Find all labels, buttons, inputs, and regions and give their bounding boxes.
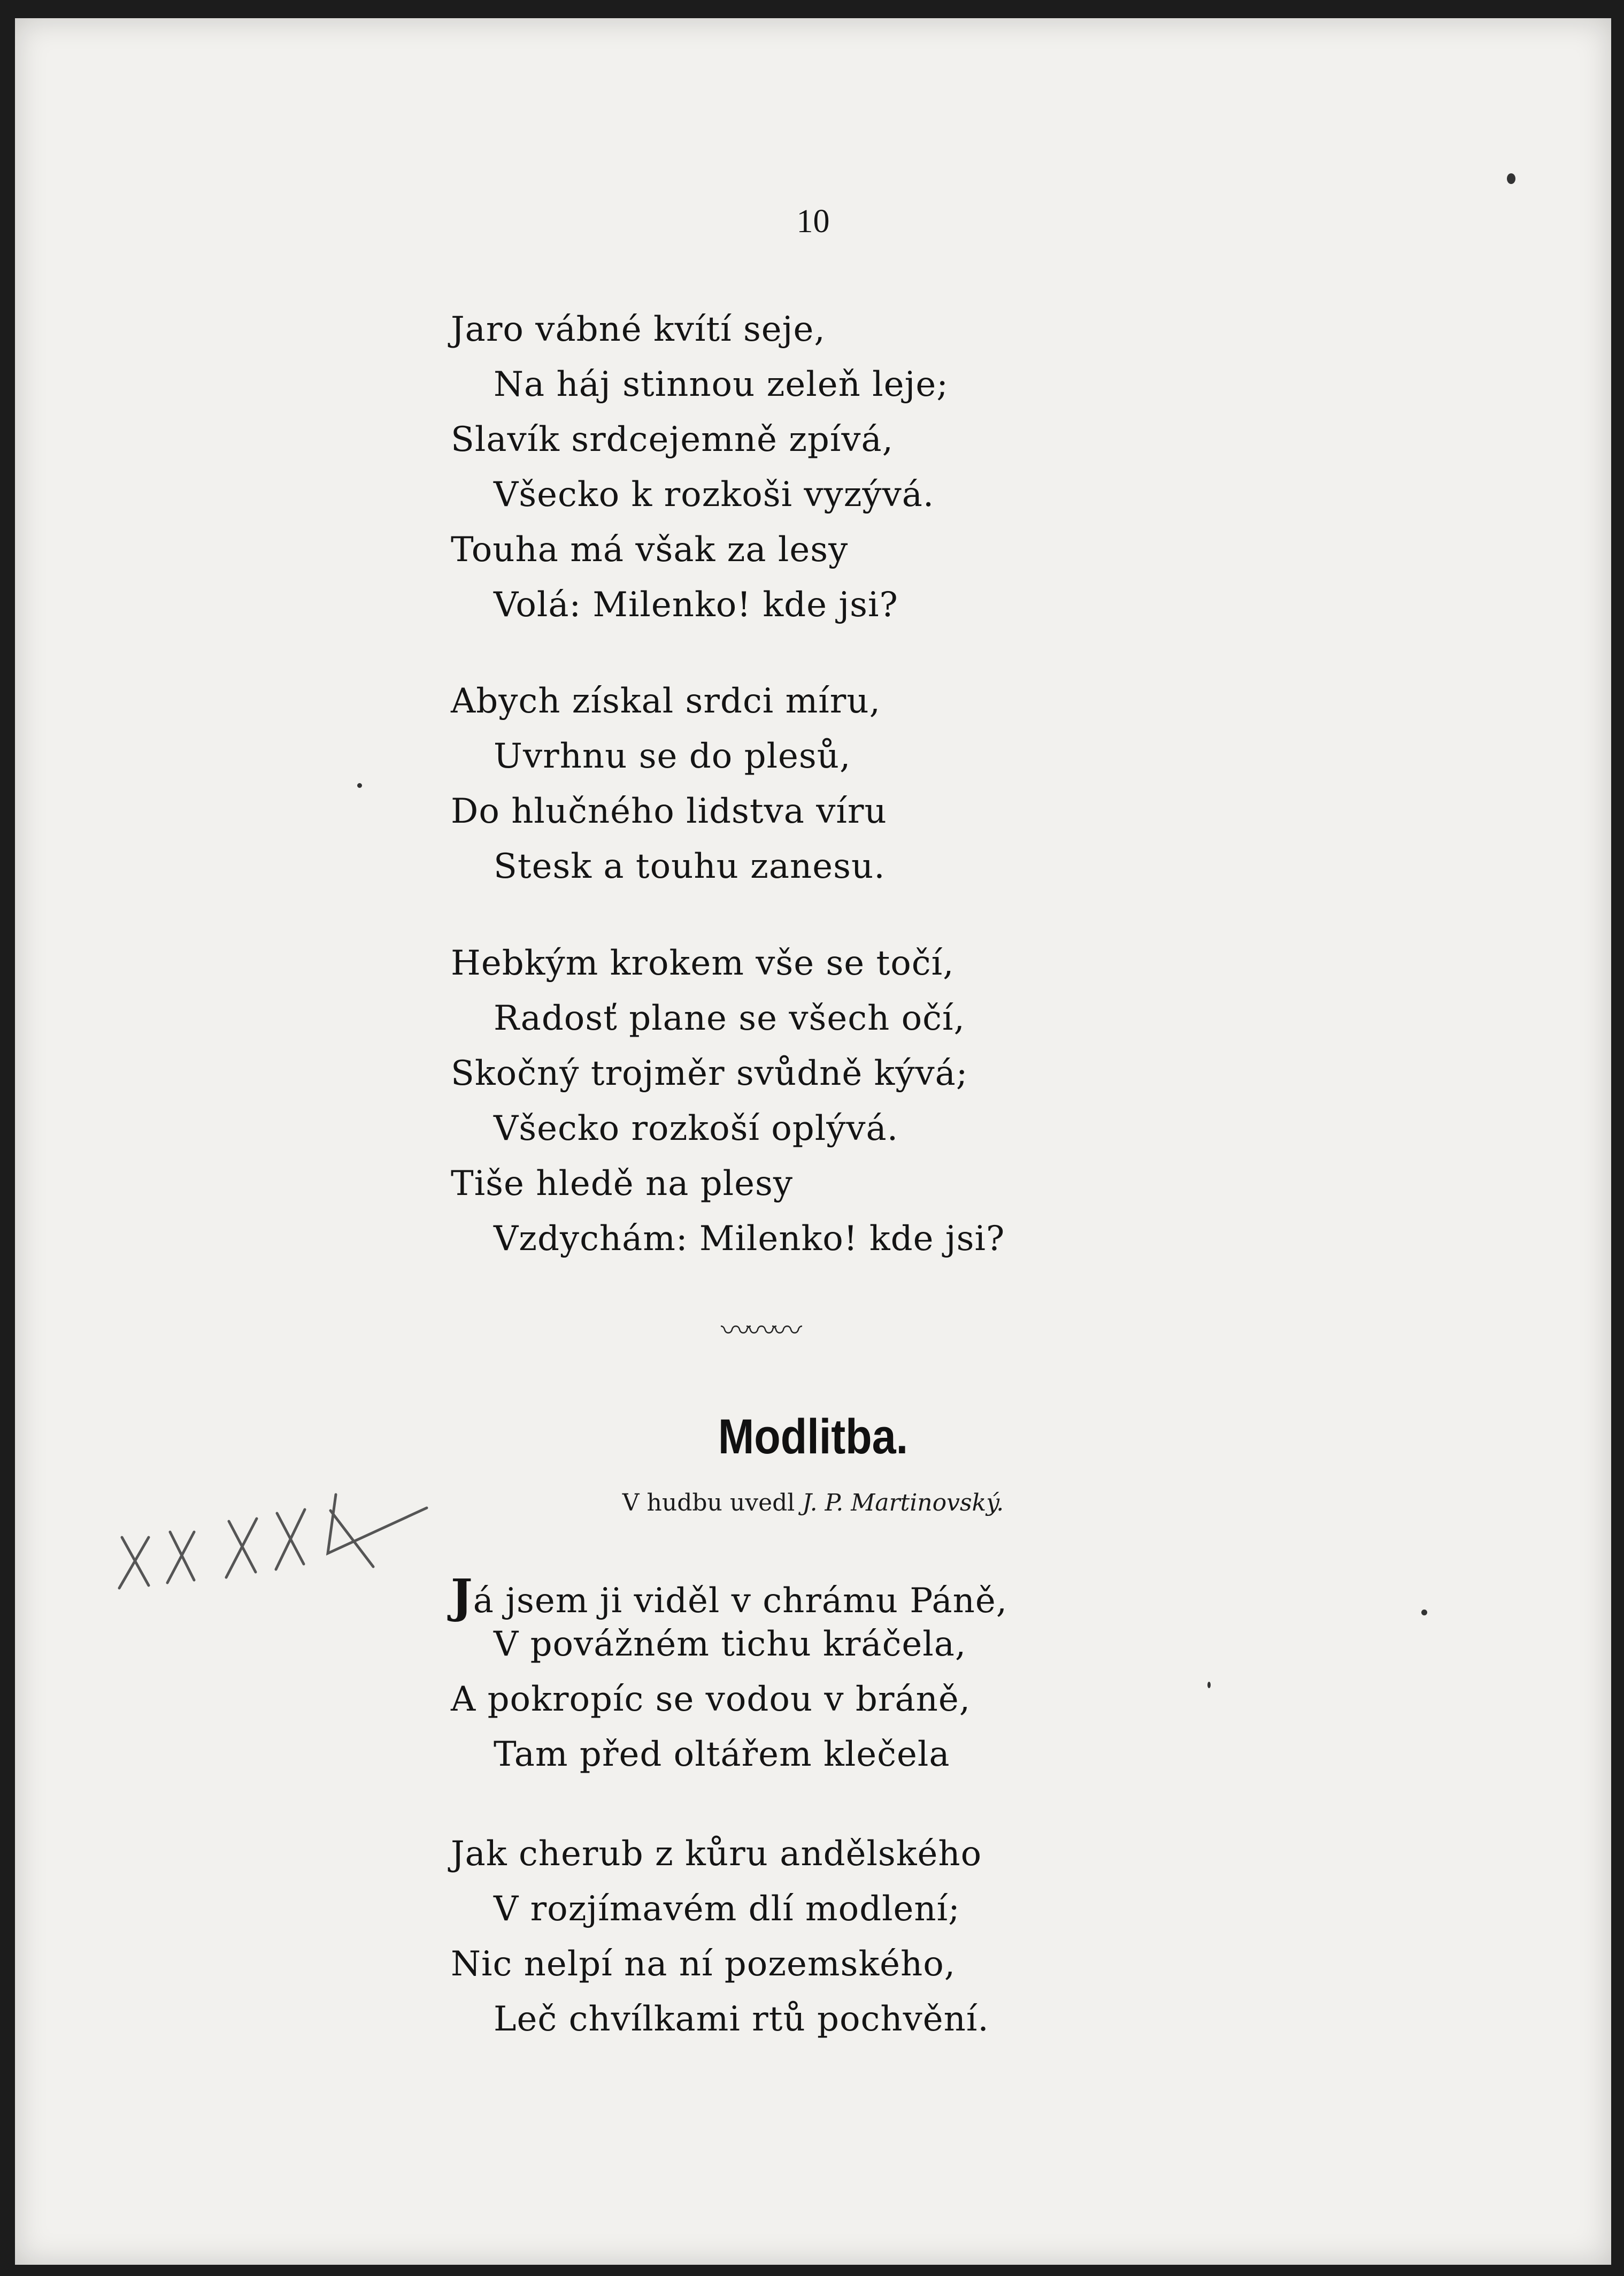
poem-line: Do hlučného lidstva víru [451,792,887,831]
poem-line: Slavík srdcejemně zpívá, [451,420,894,459]
book-page [15,18,1611,2265]
poem-title: Modlitba. [718,1409,909,1464]
poem-line: Na háj stinnou zeleň leje; [494,365,949,404]
pencil-mark-drawing [106,1462,448,1623]
poem-line: Jaro vábné kvítí seje, [451,310,826,349]
drop-cap: J [451,1569,473,1623]
poem-line: Všecko rozkoší oplývá. [494,1109,899,1148]
paper-speck [1207,1682,1211,1688]
subtitle-author: J. P. Martinovský. [802,1489,1004,1516]
poem-line: Radosť plane se všech očí, [494,999,965,1038]
poem-line: Skočný trojměr svůdně kývá; [451,1054,968,1093]
paper-speck [1507,173,1515,184]
poem-line: A pokropíc se vodou v bráně, [451,1680,971,1719]
poem-line: Jak cherub z kůru andělského [451,1834,982,1874]
poem-line: Uvrhnu se do plesů, [494,737,851,776]
poem-line: Vzdychám: Milenko! kde jsi? [494,1219,1005,1259]
poem-line [451,1569,1007,1623]
paper-speck [1421,1610,1427,1615]
poem-line: V rozjímavém dlí modlení; [494,1889,960,1929]
ornamental-divider: 〰〰〰 [721,1314,798,1348]
poem-line: Hebkým krokem vše se točí, [451,944,955,983]
poem-line: Tam před oltářem klečela [494,1735,950,1774]
poem-line: Všecko k rozkoši vyzývá. [494,475,935,515]
poem-line: Stesk a touhu zanesu. [494,847,886,886]
subtitle-prefix: V hudbu uvedl [622,1489,803,1516]
page-number: 10 [796,203,830,240]
poem-line: Touha má však za lesy [451,530,849,570]
poem-line: Leč chvílkami rtů pochvění. [494,1999,989,2039]
first-line-text: á jsem ji viděl v chrámu Páně, [473,1581,1008,1621]
poem-line: Nic nelpí na ní pozemského, [451,1944,956,1984]
poem-line: Abych získal srdci míru, [451,681,881,721]
paper-speck [357,783,362,788]
poem-line: Volá: Milenko! kde jsi? [494,585,898,625]
poem-line: Tiše hledě na plesy [451,1164,793,1204]
poem-line: V povážném tichu kráčela, [494,1624,967,1664]
